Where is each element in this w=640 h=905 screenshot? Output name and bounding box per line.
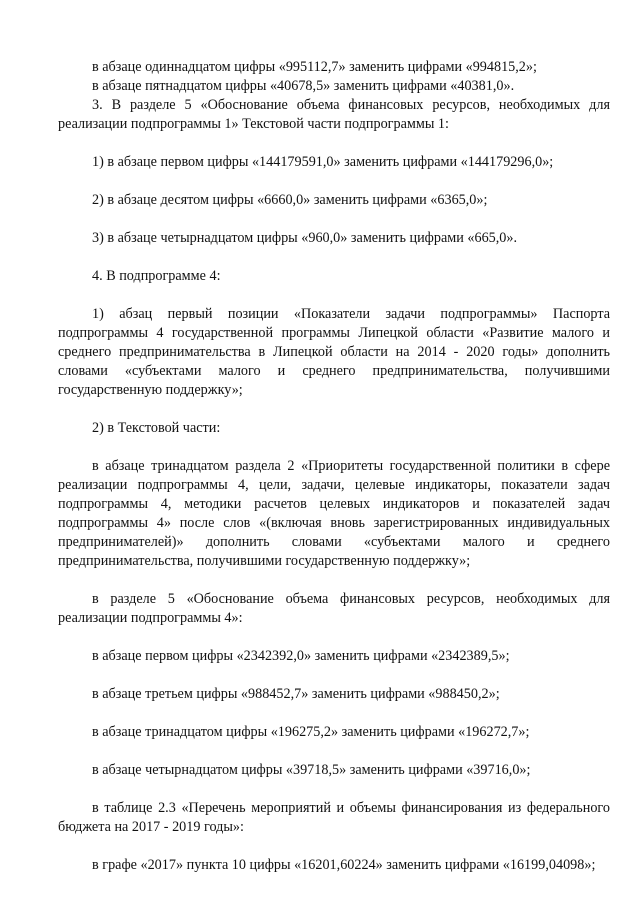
paragraph-12: в абзаце первом цифры «2342392,0» заменить цифрами «2342389,5»; — [92, 648, 510, 664]
paragraph-4: 1) в абзаце первом цифры «144179591,0» заменить цифрами «144179296,0»; — [92, 154, 554, 170]
paragraph-7: 4. В подпрограмме 4: — [92, 268, 221, 284]
paragraph-6: 3) в абзаце четырнадцатом цифры «960,0» заменить цифрами «665,0». — [92, 230, 518, 246]
paragraph-13: в абзаце третьем цифры «988452,7» заменить цифрами «988450,2»; — [92, 686, 500, 702]
paragraph-3: 3. В разделе 5 «Обоснование объема финансовых ресурсов, необходимых для реализации подпрограммы 1» Текстовой части подпрограммы 1: — [58, 97, 610, 132]
paragraph-16: в таблице 2.3 «Перечень мероприятий и объемы финансирования из федерального бюджета на 2017 - 2019 годы»: — [58, 800, 610, 835]
paragraph-15: в абзаце четырнадцатом цифры «39718,5» заменить цифрами «39716,0»; — [92, 762, 531, 778]
paragraph-14: в абзаце тринадцатом цифры «196275,2» заменить цифрами «196272,7»; — [92, 724, 530, 740]
paragraph-9: 2) в Текстовой части: — [92, 420, 221, 436]
paragraph-2: в абзаце пятнадцатом цифры «40678,5» заменить цифрами «40381,0». — [92, 78, 515, 94]
paragraph-8: 1) абзац первый позиции «Показатели задачи подпрограммы» Паспорта подпрограммы 4 государственной программы Липецкой области «Развитие малого и среднего предпринимательства в Липецкой области на 2014 - 2020 годы» дополнить словами «субъектами малого и среднего предпринимательства, получившими государственную поддержку»; — [58, 306, 610, 398]
paragraph-5: 2) в абзаце десятом цифры «6660,0» заменить цифрами «6365,0»; — [92, 192, 488, 208]
paragraph-10: в абзаце тринадцатом раздела 2 «Приоритеты государственной политики в сфере реализации подпрограммы 4, цели, задачи, целевые индикаторы, показатели задач подпрограммы 4, методики расчетов целевых индикаторов и показателей задач подпрограммы 4» после слов «(включая вновь зарегистрированных индивидуальных предпринимателей)» дополнить словами «субъектами малого и среднего предпринимательства, получившими государственную поддержку»; — [58, 458, 610, 569]
paragraph-17: в графе «2017» пункта 10 цифры «16201,60224» заменить цифрами «16199,04098»; — [92, 857, 596, 873]
document-body — [58, 58, 610, 875]
paragraph-11: в разделе 5 «Обоснование объема финансовых ресурсов, необходимых для реализации подпрограммы 4»: — [58, 591, 610, 626]
paragraph-1: в абзаце одиннадцатом цифры «995112,7» заменить цифрами «994815,2»; — [92, 59, 537, 75]
